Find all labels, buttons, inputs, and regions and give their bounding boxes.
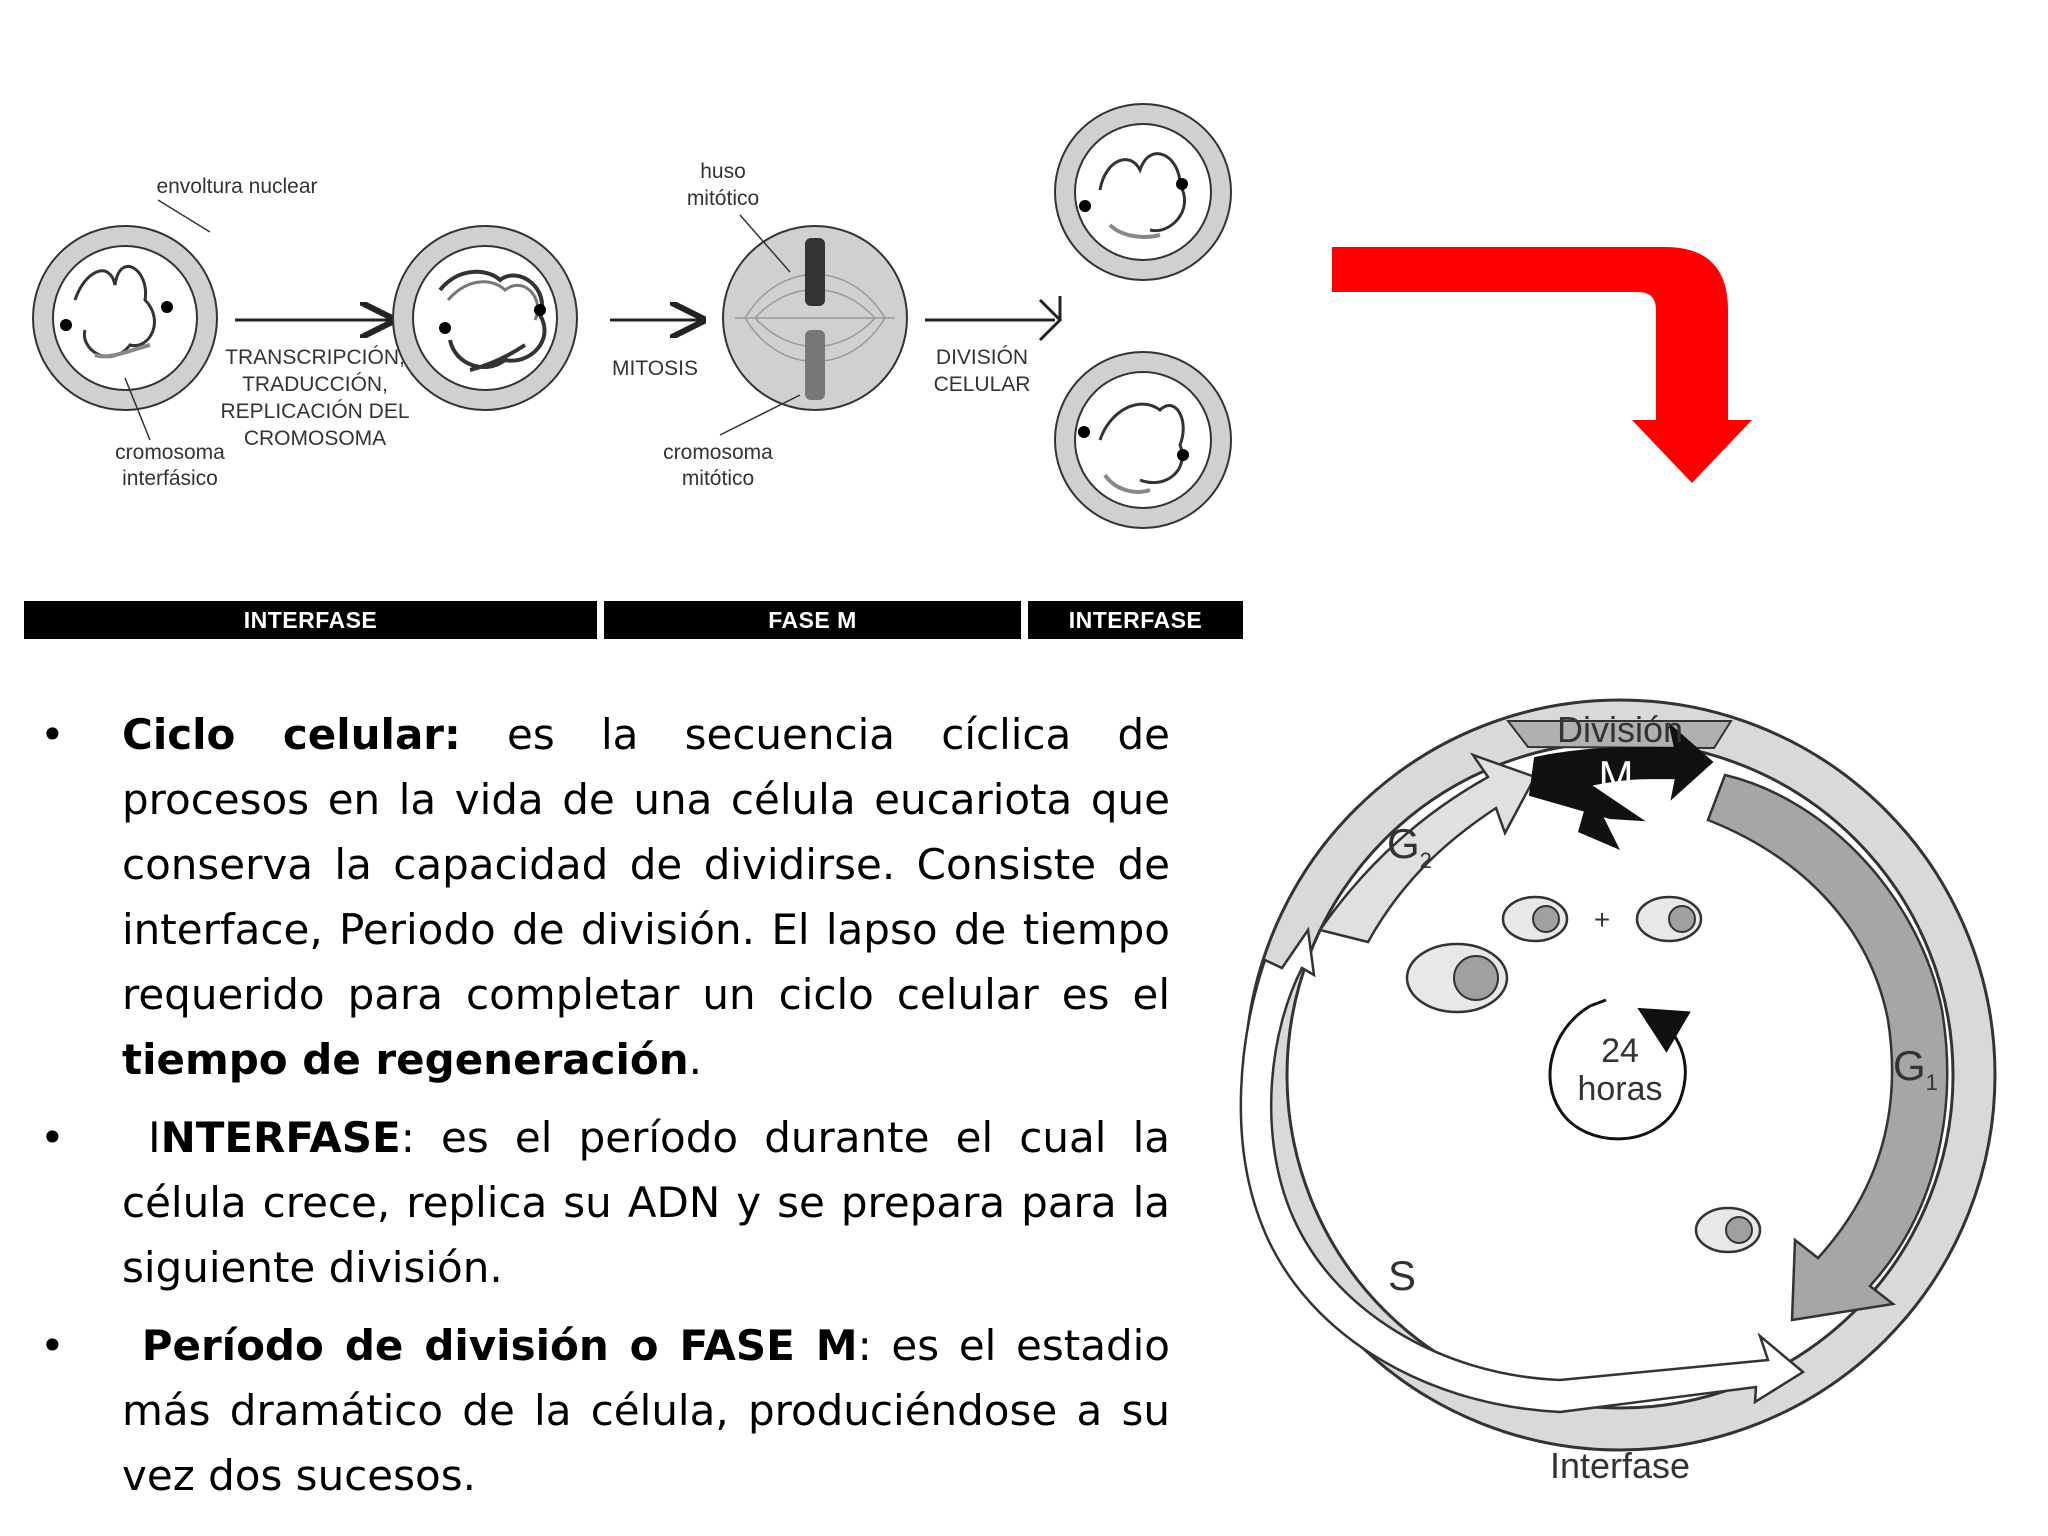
cell-division-diagram xyxy=(0,0,1260,600)
bullet-1-text: es la secuencia cíclica de procesos en la vida de una célula eucariota que conserva la capacidad de dividirse. Consiste de interface, Periodo de división. El lapso de tiempo requerido para completar un ciclo celular es el xyxy=(122,710,1170,1019)
label-horas: horas xyxy=(1577,1070,1663,1108)
bullet-interfase xyxy=(40,1105,1170,1300)
bullet-dot: • xyxy=(40,1321,65,1370)
label-envoltura: envoltura nuclear xyxy=(156,175,318,198)
plus-sign: + xyxy=(1593,904,1611,935)
label-cromosoma-mitotico-2: mitótico xyxy=(681,467,755,490)
bullet-fase-m xyxy=(40,1313,1170,1508)
label-division-2: CELULAR xyxy=(933,373,1031,396)
bullet-dot: • xyxy=(40,1113,65,1162)
phase-bar-interfase-2: INTERFASE xyxy=(1028,601,1243,639)
bullet-3-text: : es el estadio más dramático de la célula, produciéndose a su vez dos sucesos. xyxy=(122,1321,1170,1500)
label-cromosoma-1: cromosoma xyxy=(115,441,225,464)
label-transcripcion-3: REPLICACIÓN DEL xyxy=(220,400,410,423)
arrow-division xyxy=(925,296,1060,340)
cell-cycle-diagram xyxy=(1190,650,2048,1510)
label-division-1: DIVISIÓN xyxy=(935,346,1029,369)
bullet-2-text: : es el período durante el cual la célula crece, replica su ADN y se prepara para la siguiente división. xyxy=(122,1113,1170,1292)
cell-small-bottom xyxy=(1696,1208,1760,1252)
cell-large-left xyxy=(1407,944,1507,1012)
cell-pair-left xyxy=(1503,897,1567,941)
phase-bar-fase-m: FASE M xyxy=(604,601,1021,639)
label-m: M xyxy=(1598,752,1634,799)
label-mitosis: MITOSIS xyxy=(612,357,698,380)
bullet-3-pre xyxy=(122,1321,142,1370)
red-arrow-icon xyxy=(1320,235,1760,495)
bullet-list xyxy=(40,702,1170,1521)
label-huso-2: mitótico xyxy=(686,187,760,210)
bullet-3-title: Período de división o FASE M xyxy=(141,1321,858,1370)
bullet-1-bold-end: tiempo de regeneración xyxy=(122,1035,689,1084)
interphase-cell xyxy=(33,226,217,410)
label-transcripcion-1: TRANSCRIPCIÓN, xyxy=(225,346,405,369)
bullet-2-pre: I xyxy=(122,1113,161,1162)
label-24: 24 xyxy=(1601,1032,1639,1070)
label-division-ring: División xyxy=(1556,709,1684,750)
bullet-dot: • xyxy=(40,710,65,759)
envoltura-leader xyxy=(158,200,210,232)
label-transcripcion-4: CROMOSOMA xyxy=(243,427,387,450)
label-transcripcion-2: TRADUCCIÓN, xyxy=(242,373,388,396)
bullet-ciclo-celular xyxy=(40,702,1170,1092)
cell-pair-right xyxy=(1637,897,1701,941)
label-cromosoma-2: interfásico xyxy=(122,467,218,490)
replicated-cell xyxy=(393,226,577,410)
bullet-1-title: Ciclo celular: xyxy=(122,710,461,759)
bullet-2-title: NTERFASE xyxy=(160,1113,401,1162)
label-cromosoma-mitotico-1: cromosoma xyxy=(663,441,773,464)
label-g2: $G_2$ xyxy=(1387,820,1432,873)
daughter-cell-top xyxy=(1055,104,1231,280)
daughter-cell-bottom xyxy=(1055,352,1231,528)
phase-bar-interfase-1: INTERFASE xyxy=(24,601,597,639)
cromosoma-mitotico-leader xyxy=(720,395,800,435)
label-huso-1: huso xyxy=(700,160,746,183)
mitotic-cell xyxy=(723,226,907,410)
label-s: S xyxy=(1388,1252,1417,1299)
bullet-1-end: . xyxy=(688,1035,703,1084)
label-interfase-ring: Interfase xyxy=(1549,1445,1691,1486)
label-g1: $G_1$ xyxy=(1893,1042,1938,1095)
